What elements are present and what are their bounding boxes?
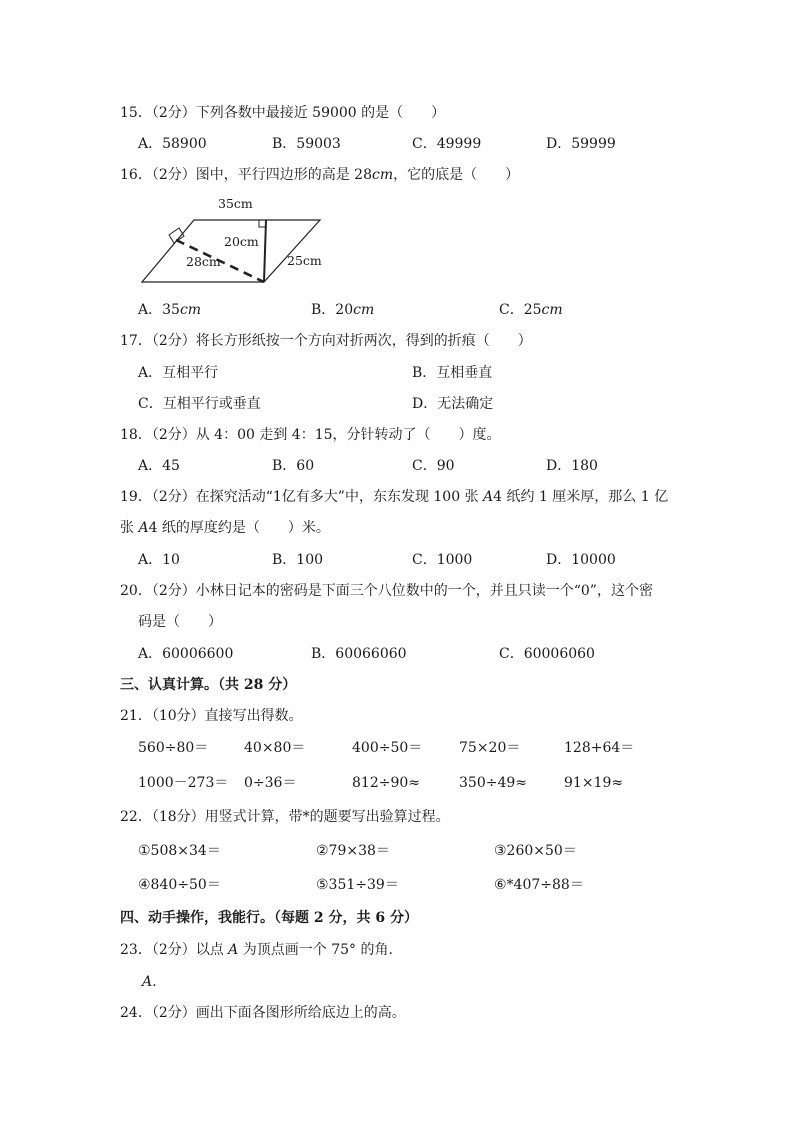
q19-stem-line1: 19．（2分）在探究活动“1亿有多大”中，东东发现 100 张 A4 纸约 1 厘米厚，那么 1 亿 bbox=[120, 489, 669, 505]
q16-option-a: A．35cm bbox=[138, 302, 202, 318]
q15-option-b: B．59003 bbox=[272, 136, 341, 152]
q21-item: 75×20＝ bbox=[459, 740, 521, 756]
q17-option-b: B．互相垂直 bbox=[412, 365, 493, 381]
q20-option-c: C．60006060 bbox=[499, 646, 595, 662]
q17-stem: 17．（2分）将长方形纸按一个方向对折两次，得到的折痕（ ） bbox=[120, 333, 532, 349]
q22-item: ⑤351÷39＝ bbox=[316, 877, 399, 893]
q21-item: 40×80＝ bbox=[244, 740, 306, 756]
q20-stem-line1: 20．（2分）小林日记本的密码是下面三个八位数中的一个，并且只读一个“0”，这个密 bbox=[120, 583, 653, 599]
q16-option-c: C．25cm bbox=[499, 302, 563, 318]
q20-option-b: B．60066060 bbox=[311, 646, 407, 662]
q24-stem: 24．（2分）画出下面各图形所给底边上的高。 bbox=[120, 1005, 406, 1021]
q16-stem: 16．（2分）图中，平行四边形的高是 28cm，它的底是（ ） bbox=[120, 167, 520, 183]
q19-stem-line2: 张 A4 纸的厚度约是（ ）米。 bbox=[120, 520, 330, 536]
q17-option-c: C．互相平行或垂直 bbox=[138, 396, 261, 412]
q18-option-a: A．45 bbox=[138, 458, 180, 474]
q21-stem: 21．（10分）直接写出得数。 bbox=[120, 708, 303, 724]
q19-option-a: A．10 bbox=[138, 552, 180, 568]
label-side-25cm: 25cm bbox=[287, 253, 322, 268]
q21-item: 350÷49≈ bbox=[459, 775, 527, 791]
q22-item: ②79×38＝ bbox=[316, 843, 390, 859]
label-height-20cm: 20cm bbox=[224, 234, 259, 249]
q23-stem: 23．（2分）以点 A 为顶点画一个 75° 的角. bbox=[120, 942, 393, 958]
q21-item: 400÷50＝ bbox=[352, 740, 423, 756]
q22-item: ⑥*407÷88＝ bbox=[494, 877, 584, 893]
q22-stem: 22．（18分）用竖式计算，带*的题要写出验算过程。 bbox=[120, 809, 450, 825]
q18-option-b: B．60 bbox=[272, 458, 315, 474]
q18-option-c: C．90 bbox=[412, 458, 455, 474]
q18-option-d: D．180 bbox=[546, 458, 598, 474]
q17-option-a: A．互相平行 bbox=[138, 365, 219, 381]
q21-item: 0÷36＝ bbox=[244, 775, 297, 791]
section4-title: 四、动手操作，我能行。（每题 2 分，共 6 分） bbox=[120, 910, 418, 926]
q20-option-a: A．60006600 bbox=[138, 646, 234, 662]
q22-item: ③260×50＝ bbox=[494, 843, 577, 859]
q19-option-d: D．10000 bbox=[546, 552, 616, 568]
q17-option-d: D．无法确定 bbox=[412, 396, 494, 412]
q21-item: 560÷80＝ bbox=[138, 740, 209, 756]
q15-option-c: C．49999 bbox=[412, 136, 482, 152]
q20-stem-line2: 码是（ ） bbox=[138, 614, 222, 630]
parallelogram-figure bbox=[138, 192, 324, 290]
q22-item: ①508×34＝ bbox=[138, 843, 221, 859]
q21-item: 812÷90≈ bbox=[352, 775, 420, 791]
q15-stem: 15．（2分）下列各数中最接近 59000 的是（ ） bbox=[120, 105, 446, 121]
q21-item: 91×19≈ bbox=[564, 775, 624, 791]
q19-option-b: B．100 bbox=[272, 552, 324, 568]
point-a-label: A. bbox=[142, 974, 157, 990]
q16-option-b: B．20cm bbox=[311, 302, 375, 318]
q21-item: 1000－273＝ bbox=[138, 775, 229, 791]
q18-stem: 18．（2分）从 4：00 走到 4：15，分针转动了（ ）度。 bbox=[120, 427, 501, 443]
q22-item: ④840÷50＝ bbox=[138, 877, 221, 893]
q15-option-d: D．59999 bbox=[546, 136, 616, 152]
q15-option-a: A．58900 bbox=[138, 136, 207, 152]
section3-title: 三、认真计算。（共 28 分） bbox=[120, 677, 297, 693]
q19-option-c: C．1000 bbox=[412, 552, 473, 568]
q21-item: 128+64＝ bbox=[564, 740, 635, 756]
label-base-35cm: 35cm bbox=[218, 196, 253, 211]
label-height-28cm: 28cm bbox=[186, 254, 221, 269]
